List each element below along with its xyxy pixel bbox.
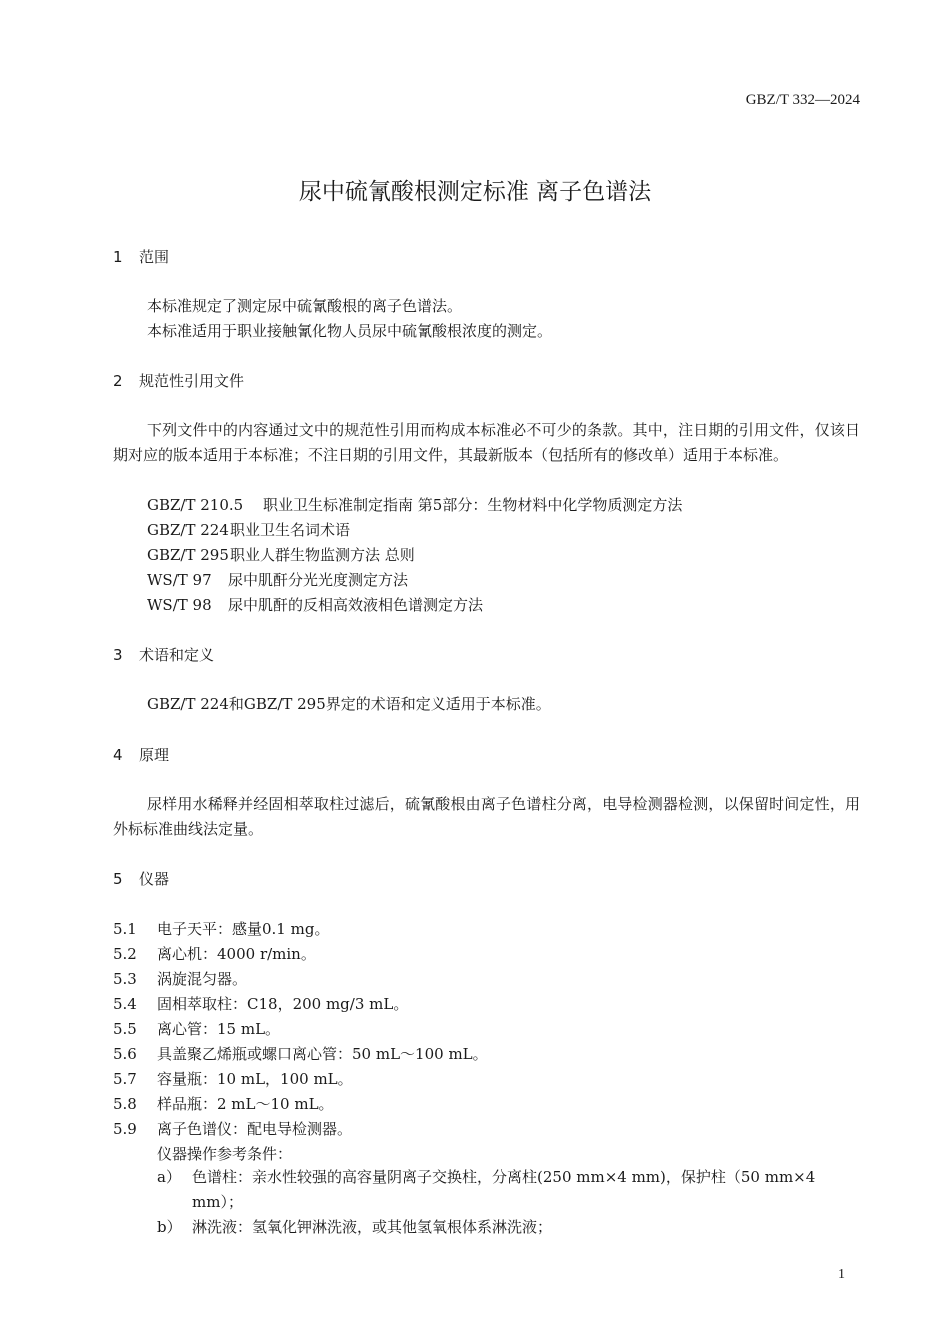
item-text: 离子色谱仪：配电导检测器。: [157, 1120, 353, 1138]
reference-title: 尿中肌酐的反相高效液相色谱测定方法: [228, 596, 484, 614]
item-number: 5.9: [113, 1120, 137, 1138]
reference-item: [147, 519, 350, 540]
paragraph: GBZ/T 224和GBZ/T 295界定的术语和定义适用于本标准。: [147, 695, 551, 713]
condition-continuation: mm）；: [192, 1193, 243, 1211]
reference-title: 职业卫生标准制定指南 第5部分：生物材料中化学物质测定方法: [263, 496, 683, 514]
item-number: 5.8: [113, 1095, 137, 1113]
reference-code: GBZ/T 210.5: [147, 496, 244, 514]
list-item: [113, 943, 316, 964]
reference-code: GBZ/T 295: [147, 546, 229, 564]
item-number: 5.3: [113, 970, 137, 988]
section-heading-3: [113, 644, 214, 665]
item-number: 5.4: [113, 995, 137, 1013]
item-number: 5.6: [113, 1045, 137, 1063]
section-title: 原理: [139, 746, 170, 764]
list-item: [113, 1018, 280, 1039]
reference-item: [147, 544, 415, 565]
condition-mark: a）: [157, 1168, 181, 1186]
list-item: [113, 1093, 334, 1114]
condition-item: [157, 1165, 860, 1215]
item-text: 样品瓶：2 mL～10 mL。: [157, 1095, 334, 1113]
page-number: 1: [838, 1267, 845, 1282]
section-heading-2: [113, 370, 244, 391]
reference-code: GBZ/T 224: [147, 521, 229, 539]
section-heading-5: [113, 868, 169, 889]
reference-item: [147, 494, 682, 515]
item-number: 5.1: [113, 920, 137, 938]
item-number: 5.5: [113, 1020, 137, 1038]
section-title: 术语和定义: [139, 646, 215, 664]
list-item: [113, 993, 408, 1014]
section-heading-1: [113, 246, 169, 267]
list-item: [113, 968, 247, 989]
paragraph: 本标准规定了测定尿中硫氰酸根的离子色谱法。: [147, 297, 463, 315]
reference-title: 尿中肌酐分光光度测定方法: [228, 571, 409, 589]
paragraph: 本标准适用于职业接触氰化物人员尿中硫氰酸根浓度的测定。: [147, 322, 553, 340]
list-item: [113, 1118, 352, 1139]
condition-text: 淋洗液：氢氧化钾淋洗液，或其他氢氧根体系淋洗液；: [192, 1218, 553, 1236]
section-title: 范围: [139, 248, 170, 266]
item-text: 涡旋混匀器。: [157, 970, 248, 988]
reference-title: 职业卫生名词术语: [230, 521, 351, 539]
section-number: 5: [113, 870, 123, 888]
reference-item: [147, 594, 483, 615]
condition-text: 色谱柱：亲水性较强的高容量阴离子交换柱，分离柱(250 mm×4 mm)，保护柱（50 mm×4: [192, 1168, 816, 1186]
list-item: [113, 918, 329, 939]
list-item: [113, 1068, 353, 1089]
item-number: 5.2: [113, 945, 137, 963]
paragraph: 下列文件中的内容通过文中的规范性引用而构成本标准必不可少的条款。其中，注日期的引用文件，仅该日期对应的版本适用于本标准；不注日期的引用文件，其最新版本（包括所有的修改单）适用于本标准。: [113, 421, 860, 464]
item-text: 具盖聚乙烯瓶或螺口离心管：50 mL～100 mL。: [157, 1045, 488, 1063]
section-number: 3: [113, 646, 123, 664]
section-title: 规范性引用文件: [139, 372, 245, 390]
conditions-label: 仪器操作参考条件：: [157, 1145, 293, 1163]
condition-item: [157, 1215, 860, 1240]
reference-item: [147, 569, 408, 590]
section-number: 2: [113, 372, 123, 390]
reference-code: WS/T 97: [147, 571, 212, 589]
item-text: 离心机：4000 r/min。: [157, 945, 316, 963]
item-text: 容量瓶：10 mL，100 mL。: [157, 1070, 353, 1088]
item-number: 5.7: [113, 1070, 137, 1088]
item-text: 离心管：15 mL。: [157, 1020, 281, 1038]
reference-title: 职业人群生物监测方法 总则: [230, 546, 415, 564]
section-heading-4: [113, 744, 169, 765]
reference-code: WS/T 98: [147, 596, 212, 614]
list-item: [113, 1043, 488, 1064]
section-number: 4: [113, 746, 123, 764]
condition-mark: b）: [157, 1218, 182, 1236]
item-text: 固相萃取柱：C18，200 mg/3 mL。: [157, 995, 409, 1013]
page-title: 尿中硫氰酸根测定标准 离子色谱法: [298, 179, 652, 205]
standard-number: GBZ/T 332—2024: [745, 92, 860, 108]
section-number: 1: [113, 248, 123, 266]
paragraph: 尿样用水稀释并经固相萃取柱过滤后，硫氰酸根由离子色谱柱分离，电导检测器检测，以保留时间定性，用外标标准曲线法定量。: [113, 795, 860, 838]
section-title: 仪器: [139, 870, 170, 888]
item-text: 电子天平：感量0.1 mg。: [157, 920, 330, 938]
